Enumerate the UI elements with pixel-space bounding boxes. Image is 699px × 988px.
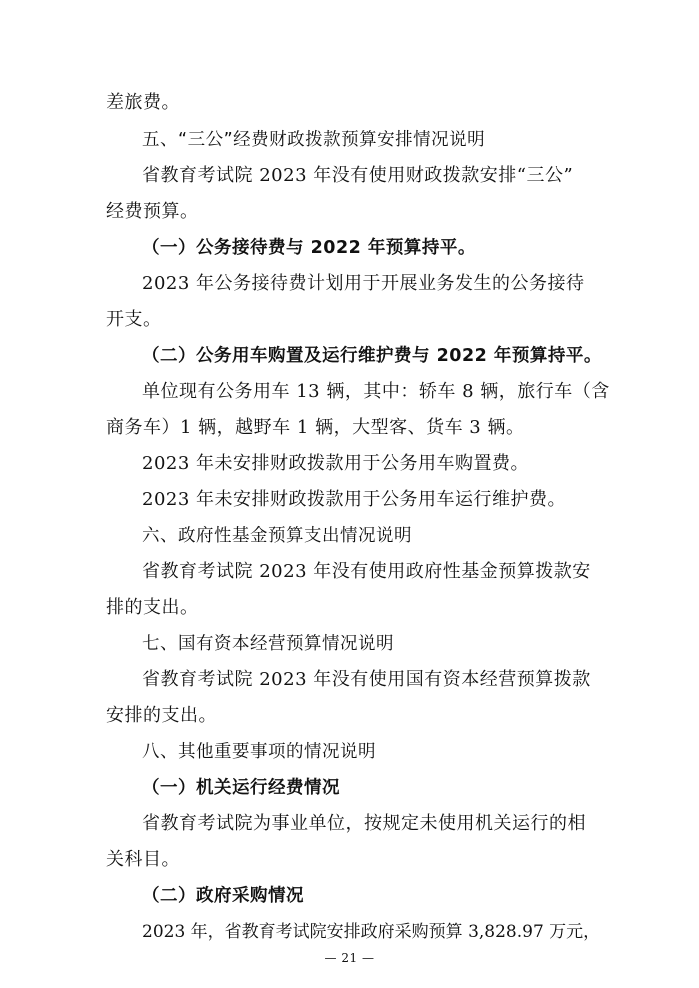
text-line: 省教育考试院 2023 年没有使用国有资本经营预算拨款 [142,669,591,690]
text-line: 经费预算。 [106,201,199,222]
section-heading: 八、其他重要事项的情况说明 [142,742,376,762]
text-line: 单位现有公务用车 13 辆，其中：轿车 8 辆，旅行车（含 [142,381,610,402]
subsection-heading: （一）机关运行经费情况 [142,778,340,798]
text-line: 差旅费。 [106,92,180,113]
section-heading: 五、“三公”经费财政拨款预算安排情况说明 [142,130,486,150]
text-line: 省教育考试院为事业单位，按规定未使用机关运行的相 [142,813,586,834]
text-line: 省教育考试院 2023 年没有使用财政拨款安排“三公” [142,165,574,186]
text-line: 商务车）1 辆，越野车 1 辆，大型客、货车 3 辆。 [106,417,525,438]
text-line: 省教育考试院 2023 年没有使用政府性基金预算拨款安 [142,561,591,582]
section-heading: 七、国有资本经营预算情况说明 [142,634,394,654]
subsection-heading: （二）政府采购情况 [142,886,304,906]
text-line: 开支。 [106,309,162,330]
text-line: 关科目。 [106,849,180,870]
text-line: 2023 年未安排财政拨款用于公务用车运行维护费。 [142,489,567,510]
page-number: — 21 — [324,951,375,965]
text-line: 2023 年未安排财政拨款用于公务用车购置费。 [142,453,530,474]
text-line: 排的支出。 [106,597,199,618]
subsection-heading: （二）公务用车购置及运行维护费与 2022 年预算持平。 [142,346,602,366]
section-heading: 六、政府性基金预算支出情况说明 [142,526,412,546]
text-line: 2023 年公务接待费计划用于开展业务发生的公务接待 [142,273,585,294]
subsection-heading: （一）公务接待费与 2022 年预算持平。 [142,238,476,258]
text-line: 2023 年，省教育考试院安排政府采购预算 3,828.97 万元， [142,922,601,942]
text-line: 安排的支出。 [106,705,217,726]
